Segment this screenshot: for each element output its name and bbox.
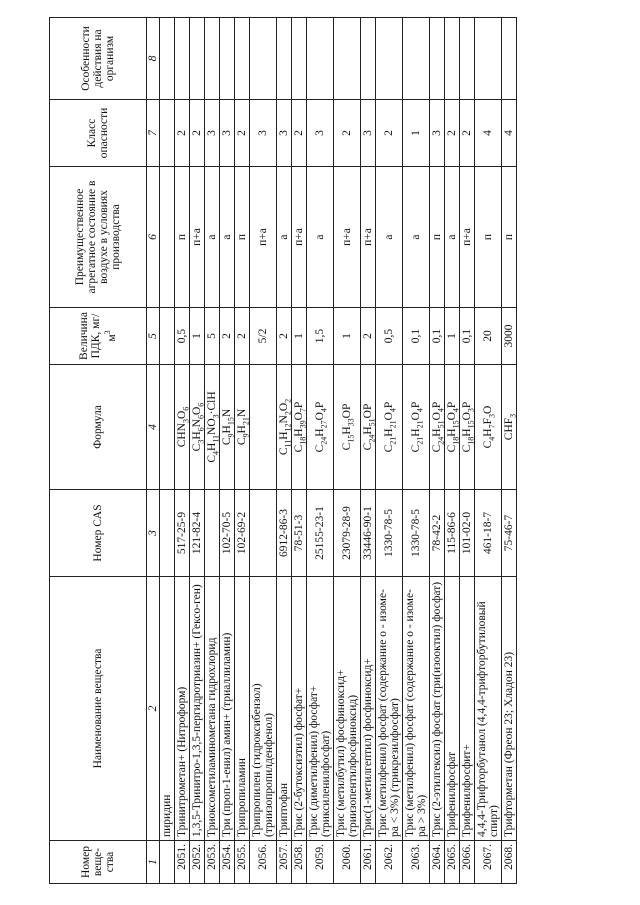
table-row <box>292 18 307 884</box>
cell-pdk: 5 <box>205 308 220 365</box>
cell-name: Трис (2-этилгексил) фосфат (три(изооктил) фосфат) <box>430 577 445 841</box>
cell-features <box>475 18 502 100</box>
header-pdk <box>50 308 147 365</box>
substances-table <box>49 17 517 884</box>
cell-state: п <box>175 167 190 308</box>
col-index: 5 <box>147 308 160 365</box>
cell-class: 2 <box>175 100 190 167</box>
cell-num: 2067. <box>475 841 502 884</box>
cell-pdk: 2 <box>220 308 235 365</box>
cell-formula: $CHN_3O_6$ <box>175 365 190 490</box>
cell-features <box>190 18 205 100</box>
cell-state: а <box>205 167 220 308</box>
col-index: 3 <box>147 490 160 577</box>
cell-name: Тринитрометан+ (Нитроформ) <box>175 577 190 841</box>
header-pdk-text: Величина ПДК, $мг/м^3$ <box>78 312 118 360</box>
cell-cas <box>250 490 277 577</box>
cell-num: 2068. <box>502 841 517 884</box>
cell-formula: $C_9H_{15}N$ <box>220 365 235 490</box>
cell-cas <box>205 490 220 577</box>
cell-features <box>460 18 475 100</box>
cell-class: 3 <box>361 100 376 167</box>
cell-pdk: 1,5 <box>307 308 334 365</box>
cell-cas: 461-18-7 <box>475 490 502 577</box>
cell-class: 2 <box>190 100 205 167</box>
cell-name: Триптофан <box>277 577 292 841</box>
cell-formula: $C_{24}H_{51}OP$ <box>361 365 376 490</box>
cell-empty <box>160 18 175 100</box>
cell-formula: $C_{21}H_{21}O_4P$ <box>403 365 430 490</box>
cell-features <box>445 18 460 100</box>
cell-formula: $C_{24}H_{51}O_4P$ <box>430 365 445 490</box>
cell-formula: $C_9H_{21}N$ <box>235 365 250 490</box>
cell-name: Трис (2-бутоксиэтил) фосфат+ <box>292 577 307 841</box>
cell-features <box>403 18 430 100</box>
table-row <box>250 18 277 884</box>
cell-num: 2062. <box>376 841 403 884</box>
table-row <box>445 18 460 884</box>
cell-formula: $C_{18}H_{39}O_7P$ <box>292 365 307 490</box>
cell-cas: 6912-86-3 <box>277 490 292 577</box>
cell-pdk: 3000 <box>502 308 517 365</box>
cell-features <box>430 18 445 100</box>
cell-num: 2055. <box>235 841 250 884</box>
cell-pdk: 5/2 <box>250 308 277 365</box>
cell-formula: $C_{11}H_{12}N_2O_2$ <box>277 365 292 490</box>
table-row <box>430 18 445 884</box>
cell-features <box>250 18 277 100</box>
cell-state: п+а <box>250 167 277 308</box>
cell-pdk: 1 <box>334 308 361 365</box>
cell-cas: 115-86-6 <box>445 490 460 577</box>
cell-pdk: 0,5 <box>376 308 403 365</box>
cell-num: 2051. <box>175 841 190 884</box>
cell-name: Три (проп-1-енил) амин+ (триаллиламин) <box>220 577 235 841</box>
cell-features <box>502 18 517 100</box>
table-body <box>160 18 517 884</box>
cell-name: Триоксометиламинометана гидрохлорид <box>205 577 220 841</box>
cell-cas: 102-69-2 <box>235 490 250 577</box>
cell-cas: 23079-28-9 <box>334 490 361 577</box>
cell-empty <box>160 490 175 577</box>
header-row <box>50 18 147 884</box>
cell-empty <box>160 100 175 167</box>
cell-class: 2 <box>376 100 403 167</box>
cell-state: п+а <box>292 167 307 308</box>
cell-features <box>277 18 292 100</box>
table-row <box>502 18 517 884</box>
cell-name: 4,4,4-Трифторбутанол (4,4,4-трифторбутиловый спирт) <box>475 577 502 841</box>
cell-state: а <box>307 167 334 308</box>
cell-features <box>175 18 190 100</box>
cell-class: 1 <box>403 100 430 167</box>
cell-num: 2052. <box>190 841 205 884</box>
cell-pdk: 0,1 <box>430 308 445 365</box>
cell-class: 3 <box>250 100 277 167</box>
cell-class: 3 <box>430 100 445 167</box>
cell-num: 2058. <box>292 841 307 884</box>
cell-name: Трифторметан (Фреон 23; Хладон 23) <box>502 577 517 841</box>
cell-features <box>361 18 376 100</box>
cell-formula: $C_{21}H_{21}O_4P$ <box>376 365 403 490</box>
cell-class: 4 <box>475 100 502 167</box>
cell-cas: 78-42-2 <box>430 490 445 577</box>
table-row <box>460 18 475 884</box>
cell-pdk: 20 <box>475 308 502 365</box>
cell-pdk: 1 <box>445 308 460 365</box>
cell-num: 2064. <box>430 841 445 884</box>
cell-formula: $C_{24}H_{27}O_4P$ <box>307 365 334 490</box>
cell-num: 2060. <box>334 841 361 884</box>
header-cas: Номер CAS <box>50 490 147 577</box>
cell-state: п+а <box>334 167 361 308</box>
cell-name: Трипропилен (гидроксибензол) (триизопропилденфенол) <box>250 577 277 841</box>
cell-name: Трифенилфосфит+ <box>460 577 475 841</box>
cell-class: 3 <box>220 100 235 167</box>
cell-class: 3 <box>277 100 292 167</box>
cell-num: 2053. <box>205 841 220 884</box>
header-formula: Формула <box>50 365 147 490</box>
cell-num: 2054. <box>220 841 235 884</box>
cell-features <box>235 18 250 100</box>
cell-pdk: 2 <box>235 308 250 365</box>
header-state: Преимущественное агрегатное состояние в воздухе в условиях производства <box>50 167 147 308</box>
cell-num: 2059. <box>307 841 334 884</box>
cell-class: 2 <box>334 100 361 167</box>
cell-num: 2057. <box>277 841 292 884</box>
cell-pdk: 2 <box>277 308 292 365</box>
cell-cas: 101-02-0 <box>460 490 475 577</box>
continuation-row <box>160 18 175 884</box>
table-row <box>361 18 376 884</box>
cell-formula: $C_4H_{11}NO_3\cdot ClH$ <box>205 365 220 490</box>
cell-num: 2063. <box>403 841 430 884</box>
cell-features <box>292 18 307 100</box>
table-row <box>235 18 250 884</box>
cell-cas: 78-51-3 <box>292 490 307 577</box>
cell-cas: 33446-90-1 <box>361 490 376 577</box>
col-index: 8 <box>147 18 160 100</box>
cell-class: 2 <box>235 100 250 167</box>
cell-name: Трипропиламин <box>235 577 250 841</box>
cell-cas: 1330-78-5 <box>403 490 430 577</box>
col-index: 7 <box>147 100 160 167</box>
cell-name: Трис(1-метилгептил) фосфиноксид+ <box>361 577 376 841</box>
cell-formula: $C_{18}H_{15}O_4P$ <box>445 365 460 490</box>
col-index: 4 <box>147 365 160 490</box>
table-row <box>307 18 334 884</box>
cell-name: Трис (диметилфенил) фосфат+ (триксиленилфосфат) <box>307 577 334 841</box>
cell-name: Трис (метилфенил) фосфат (содержание о - изоме-ра < 3%) (трикрезилфосфат) <box>376 577 403 841</box>
cell-formula: $C_{15}H_{33}OP$ <box>334 365 361 490</box>
cell-class: 3 <box>205 100 220 167</box>
table-row <box>376 18 403 884</box>
cell-pdk: 1 <box>190 308 205 365</box>
col-index: 6 <box>147 167 160 308</box>
table-row <box>190 18 205 884</box>
cell-state: п <box>235 167 250 308</box>
cell-state: п+а <box>460 167 475 308</box>
cell-state: а <box>376 167 403 308</box>
cell-num <box>160 841 175 884</box>
cell-cas: 517-25-9 <box>175 490 190 577</box>
cell-state: а <box>220 167 235 308</box>
cell-class: 3 <box>307 100 334 167</box>
cell-pdk: 0,5 <box>175 308 190 365</box>
column-index-row <box>147 18 160 884</box>
cell-pdk: 0,1 <box>403 308 430 365</box>
cell-state: п <box>430 167 445 308</box>
cell-cas: 102-70-5 <box>220 490 235 577</box>
cell-features <box>307 18 334 100</box>
cell-pdk: 0,1 <box>460 308 475 365</box>
cell-features <box>334 18 361 100</box>
table-row <box>277 18 292 884</box>
cell-name: 1,3,5-Тринитро-1,3,5-пергидротриазин+ (Гексо-ген) <box>190 577 205 841</box>
cell-empty <box>160 308 175 365</box>
cell-num: 2065. <box>445 841 460 884</box>
header-num: Номер веще-ства <box>50 841 147 884</box>
cell-class: 2 <box>445 100 460 167</box>
cell-state: п+а <box>190 167 205 308</box>
cell-state: п <box>475 167 502 308</box>
cell-features <box>205 18 220 100</box>
table-row <box>334 18 361 884</box>
cell-num: 2061. <box>361 841 376 884</box>
cell-features <box>376 18 403 100</box>
table-row <box>205 18 220 884</box>
col-index: 2 <box>147 577 160 841</box>
cell-name: Трис (метилфенил) фосфат (содержание о - изоме-ра > 3%) <box>403 577 430 841</box>
col-index: 1 <box>147 841 160 884</box>
cell-state: а <box>277 167 292 308</box>
cell-state: п <box>502 167 517 308</box>
table-row <box>220 18 235 884</box>
cell-state: п+а <box>361 167 376 308</box>
cell-class: 2 <box>460 100 475 167</box>
cell-formula: $C_3H_6N_6O_6$ <box>190 365 205 490</box>
cell-empty <box>160 167 175 308</box>
cell-num: 2056. <box>250 841 277 884</box>
cell-state: а <box>403 167 430 308</box>
cell-cas: 1330-78-5 <box>376 490 403 577</box>
cell-num: 2066. <box>460 841 475 884</box>
continuation-text: пиридин <box>160 577 175 841</box>
cell-cas: 121-82-4 <box>190 490 205 577</box>
cell-features <box>220 18 235 100</box>
cell-formula: $CHF_3$ <box>502 365 517 490</box>
cell-pdk: 1 <box>292 308 307 365</box>
header-features: Особенности действия на организм <box>50 18 147 100</box>
rotated-table-container <box>49 26 629 884</box>
cell-cas: 75-46-7 <box>502 490 517 577</box>
cell-formula: $C_4H_7F_3O$ <box>475 365 502 490</box>
page-number <box>298 0 338 4</box>
cell-name: Трифенилфосфат <box>445 577 460 841</box>
header-class: Класс опасности <box>50 100 147 167</box>
cell-class: 2 <box>292 100 307 167</box>
table-row <box>403 18 430 884</box>
cell-cas: 25155-23-1 <box>307 490 334 577</box>
cell-name: Трис (метилбутил) фосфиноксид+ (триизопентилфосфиноксид) <box>334 577 361 841</box>
cell-formula <box>250 365 277 490</box>
cell-class: 4 <box>502 100 517 167</box>
table-row <box>175 18 190 884</box>
cell-pdk: 2 <box>361 308 376 365</box>
table-row <box>475 18 502 884</box>
cell-state: а <box>445 167 460 308</box>
cell-formula: $C_{18}H_{15}O_3P$ <box>460 365 475 490</box>
header-name: Наименование вещества <box>50 577 147 841</box>
cell-empty <box>160 365 175 490</box>
